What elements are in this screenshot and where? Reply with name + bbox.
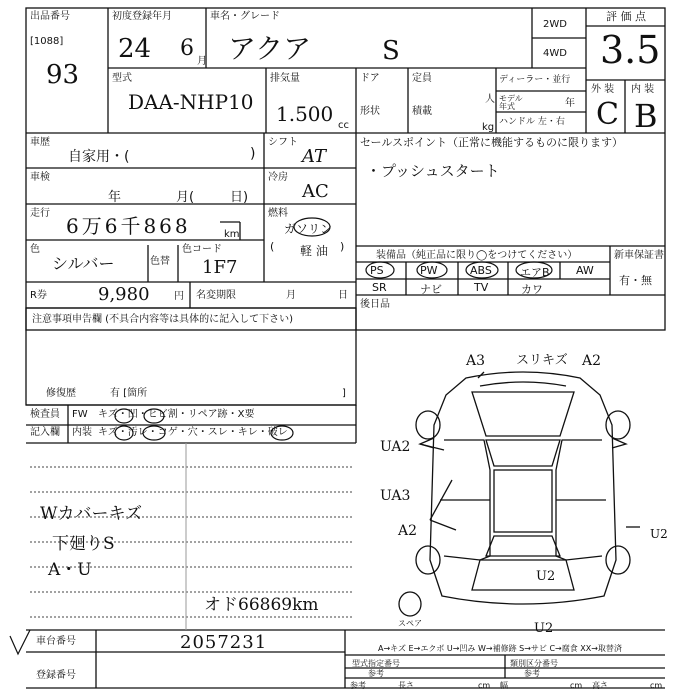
interior-label: 内 装 [631,84,655,95]
inspector-fw-label: FW [72,409,88,420]
equipment-leather: カワ [521,283,543,296]
warranty-value: 有・無 [619,274,652,287]
diagram-legend: A→キズ E→エクボ U→凹み W→補修跡 S→サビ C→腐食 XX→取替済 [378,644,622,653]
repair-value: 有 [箇所 [110,388,148,399]
inspection-day: 日) [230,190,249,205]
color-code: 1F7 [202,257,238,278]
lot-label: 出品番号 [30,11,70,22]
mark-a2-top: A2 [582,353,602,369]
chassis-type-value: DAA-NHP10 [128,90,254,114]
color-value: シルバー [52,254,115,273]
registration-year: 24 [118,34,152,64]
chassis-number-label: 車台番号 [36,636,76,647]
equipment-ps: PS [370,264,384,277]
inspection-month: 月( [176,190,195,205]
fuel-paren-open: ( [270,240,275,253]
repair-label: 修復歴 [46,388,76,399]
drive-2wd: 2WD [543,19,567,30]
inspection-year: 年 [108,190,122,205]
grade-score-label: 評 価 点 [606,10,646,23]
plate-number-label: 登録番号 [36,670,76,681]
dealer-label: ディーラー・並行 [499,75,571,85]
exterior-label: 外 装 [591,84,615,95]
registration-month-unit: 月 [197,56,207,67]
sales-point-label: セールスポイント（正常に機能するものに限ります） [360,136,624,149]
equipment-tv: TV [474,281,489,294]
type-ref: 参考 [368,669,384,678]
inspector-in-label: 内装 [72,427,92,438]
model-label: 車名・グレード [210,11,280,22]
drive-4wd: 4WD [543,48,567,59]
mark-u2-center: U2 [536,569,556,584]
door-label: ドア [360,73,380,84]
inspector-fw-items: キズ・凹・ヒビ割・リペア跡・X要 [98,409,255,420]
registration-label: 初度登録年月 [112,11,172,22]
mark-a3: A3 [466,353,486,369]
chassis-number-value: 2057231 [180,632,268,653]
recycle-label: R券 [30,290,47,301]
grade-score-value: 3.5 [600,28,661,72]
width-unit: cm [570,681,583,690]
name-change-month: 月 [286,290,296,301]
height-label: 高さ [592,681,608,690]
rear-seat-label: 後日品 [360,299,390,310]
mark-surikizu: スリキズ [516,353,568,368]
aircon-value: AC [302,181,329,202]
equipment-label: 装備品（純正品に限り◯をつけてください） [376,250,578,261]
load-label: 積載 [412,106,432,117]
odometer-note: オド66869km [204,595,319,615]
class-ref: 参考 [524,669,540,678]
name-change-day: 日 [338,290,348,301]
mark-u2-right: U2 [650,527,668,541]
shape-label: 形状 [360,106,380,117]
repair-close: ] [342,388,346,399]
equipment-airbag: エアB [520,266,550,279]
notes-label: 注意事項申告欄 (不具合内容等は具体的に記入して下さい) [32,314,293,325]
model-name: アクア [228,32,312,65]
sales-point-value: ・プッシュスタート [366,162,500,180]
color-replaced-label: 色替 [150,256,170,267]
length-unit: cm [478,681,491,690]
color-code-label: 色コード [182,244,222,255]
fuel-label: 燃料 [268,208,288,219]
fuel-diesel: 軽 油 [300,244,328,258]
class-number-label: 類別区分番号 [510,659,558,668]
model-year-label: モデル年式 [499,94,523,111]
history-label: 車歴 [30,137,50,148]
mark-ua3: UA3 [380,488,411,504]
equipment-abs: ABS [470,264,492,277]
inspector-label-2: 記入欄 [30,427,60,438]
mileage-value: 6万6千868 [66,214,191,238]
equipment-aw: AW [576,264,594,277]
inspection-label: 車検 [30,172,50,183]
inspector-note-1: Wカバーキズ [40,504,143,524]
type-designation-label: 型式指定番号 [352,659,400,668]
chassis-type-label: 型式 [112,73,132,84]
handle-label: ハンドル 左・右 [499,117,565,127]
color-label: 色 [30,244,40,255]
lot-number: 93 [46,60,80,90]
fuel-paren-close: ) [340,240,345,253]
displacement-unit: cc [338,120,349,131]
displacement-label: 排気量 [270,73,300,84]
mark-ua2: UA2 [380,439,411,455]
mark-u2-bottom: U2 [534,621,554,636]
spare-label: スペア [398,619,422,628]
shift-label: シフト [268,137,298,148]
displacement-value: 1.500 [276,102,334,126]
fuel-gasoline: ガソリン [284,222,333,236]
equipment-navi: ナビ [420,283,442,296]
mark-a2-left: A2 [398,523,418,539]
inspector-note-3: A・U [48,560,92,580]
shift-value: AT [302,146,327,167]
history-value: 自家用・( [68,149,130,165]
length-label: 長さ [398,681,414,690]
lot-code: [1088] [30,36,64,47]
equipment-sr: SR [372,281,387,294]
model-year-unit: 年 [565,98,575,109]
footer-ref: 参考 [350,681,366,690]
inspector-note-2: 下廻りS [52,534,115,554]
mileage-label: 走行 [30,208,50,219]
exterior-score: C [596,97,619,132]
registration-month: 6 [180,36,194,61]
aircon-label: 冷房 [268,172,288,183]
recycle-value: 9,980 [98,284,150,305]
width-label: 幅 [500,681,508,690]
capacity-unit: 人 [485,94,495,105]
mileage-unit: km [224,229,240,240]
history-close: ) [250,146,256,162]
recycle-unit: 円 [174,291,184,302]
name-change-label: 名変期限 [196,290,236,301]
model-grade: S [382,36,400,66]
warranty-label: 新車保証書 [614,250,664,261]
capacity-label: 定員 [412,73,432,84]
interior-score: B [634,97,658,135]
inspector-in-items: キズ・汚レ・コゲ・穴・スレ・キレ・破レ [98,427,288,438]
load-unit: kg [482,122,495,133]
height-unit: cm [650,681,663,690]
inspector-label-1: 検査員 [30,409,60,420]
equipment-pw: PW [420,264,438,277]
